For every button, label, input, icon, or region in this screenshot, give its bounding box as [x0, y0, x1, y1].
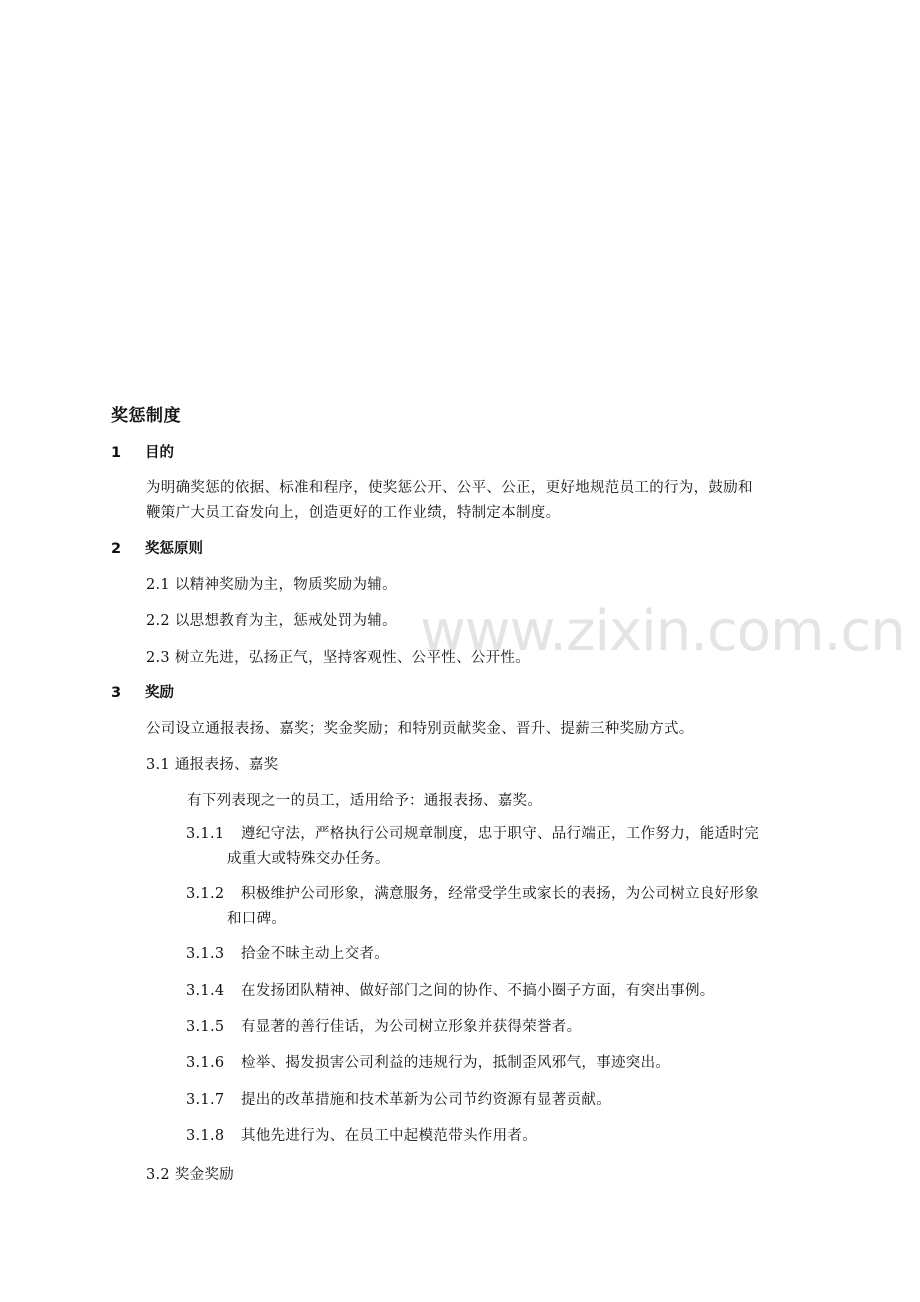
section-title: 奖励 — [145, 685, 174, 701]
section-number: 1 — [111, 445, 122, 461]
list-item — [186, 979, 816, 1004]
principle-item: 2.3 树立先进，弘扬正气，坚持客观性、公平性、公开性。 — [146, 650, 531, 666]
item-text: 提出的改革措施和技术革新为公司节约资源有显著贡献。 — [241, 1092, 611, 1108]
section-number: 2 — [111, 541, 122, 557]
item-text: 在发扬团队精神、做好部门之间的协作、不搞小圈子方面，有突出事例。 — [241, 983, 715, 999]
item-text: 拾金不昧主动上交者。 — [241, 946, 389, 962]
section-heading-reward — [111, 681, 174, 702]
item-text: 遵纪守法，严格执行公司规章制度，忠于职守、品行端正，工作努力，能适时完 — [241, 826, 759, 842]
section-number: 3 — [111, 685, 122, 701]
item-number: 3.1.2 — [186, 886, 225, 902]
list-item — [186, 1088, 816, 1113]
item-number: 3.1.1 — [186, 826, 225, 842]
item-text: 有显著的善行佳话，为公司树立形象并获得荣誉者。 — [241, 1019, 582, 1035]
section-heading-principles — [111, 537, 203, 558]
list-item — [186, 942, 816, 967]
list-item — [186, 1015, 816, 1040]
reward-intro: 公司设立通报表扬、嘉奖；奖金奖励；和特别贡献奖金、晋升、提薪三种奖励方式。 — [146, 721, 694, 737]
item-number: 3.1.7 — [186, 1092, 225, 1108]
subsection-heading: 3.1 通报表扬、嘉奖 — [146, 757, 279, 773]
section-heading-purpose — [111, 441, 174, 462]
principle-item: 2.1 以精神奖励为主，物质奖励为辅。 — [146, 577, 397, 593]
principle-item: 2.2 以思想教育为主，惩戒处罚为辅。 — [146, 613, 397, 629]
list-item — [186, 882, 816, 932]
item-text: 其他先进行为、在员工中起模范带头作用者。 — [241, 1128, 537, 1144]
item-text-continuation: 成重大或特殊交办任务。 — [227, 851, 390, 867]
subsection-heading: 3.2 奖金奖励 — [146, 1167, 235, 1183]
purpose-text-line-1: 为明确奖惩的依据、标准和程序，使奖惩公开、公平、公正，更好地规范员工的行为，鼓励和 — [146, 480, 753, 496]
list-item — [186, 1124, 816, 1149]
purpose-text-line-2: 鞭策广大员工奋发向上，创造更好的工作业绩，特制定本制度。 — [146, 505, 561, 521]
item-number: 3.1.3 — [186, 946, 225, 962]
item-number: 3.1.5 — [186, 1019, 225, 1035]
item-text: 检举、揭发损害公司利益的违规行为，抵制歪风邪气，事迹突出。 — [241, 1055, 671, 1071]
section-title: 目的 — [145, 445, 174, 461]
item-number: 3.1.4 — [186, 983, 225, 999]
watermark: www.zixin.com.cn — [420, 599, 905, 664]
item-number: 3.1.6 — [186, 1055, 225, 1071]
item-text: 积极维护公司形象，满意服务，经常受学生或家长的表扬，为公司树立良好形象 — [241, 886, 759, 902]
item-number: 3.1.8 — [186, 1128, 225, 1144]
list-item — [186, 1051, 816, 1076]
list-item — [186, 822, 816, 872]
document-title: 奖惩制度 — [111, 406, 181, 426]
item-text-continuation: 和口碑。 — [227, 911, 287, 927]
section-title: 奖惩原则 — [145, 541, 203, 557]
subsection-intro: 有下列表现之一的员工，适用给予：通报表扬、嘉奖。 — [187, 793, 543, 809]
